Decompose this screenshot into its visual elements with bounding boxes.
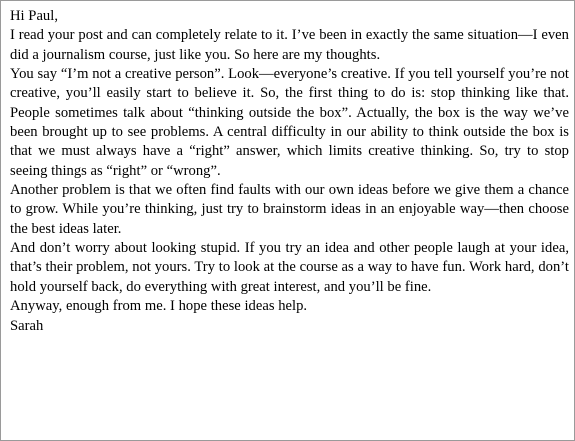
letter-body	[10, 7, 569, 336]
paragraph-closing: Anyway, enough from me. I hope these ideas help.	[10, 298, 308, 315]
paragraph-looking-stupid: And don’t worry about looking stupid. If you try an idea and other people laugh at your idea, that’s their problem, not yours. Try to look at the course as a way to have fun. Work hard, don’t hold yourself back, do everything with great interest, and you’ll be fine.	[10, 240, 569, 295]
paragraph-intro: I read your post and can completely relate to it. I’ve been in exactly the same situation—I even did a journalism course, just like you. So here are my thoughts.	[10, 27, 569, 63]
greeting: Hi Paul,	[10, 8, 58, 24]
signature: Sarah	[10, 317, 44, 334]
paragraph-faults: Another problem is that we often find faults with our own ideas before we give them a chance to grow. While you’re thinking, just try to brainstorm ideas in an enjoyable way—then choose the best ideas later.	[10, 182, 569, 237]
paragraph-creativity: You say “I’m not a creative person”. Look—everyone’s creative. If you tell yourself you’re not creative, you’ll easily start to believe it. So, the first thing to do is: stop thinking like that. People sometimes talk about “thinking outside the box”. Actually, the box is the way we’ve been brought up to see problems. A central difficulty in our ability to think outside the box is that we must always have a “right” answer, which limits creative thinking. So, try to stop seeing things as “right” or “wrong”.	[10, 66, 569, 179]
